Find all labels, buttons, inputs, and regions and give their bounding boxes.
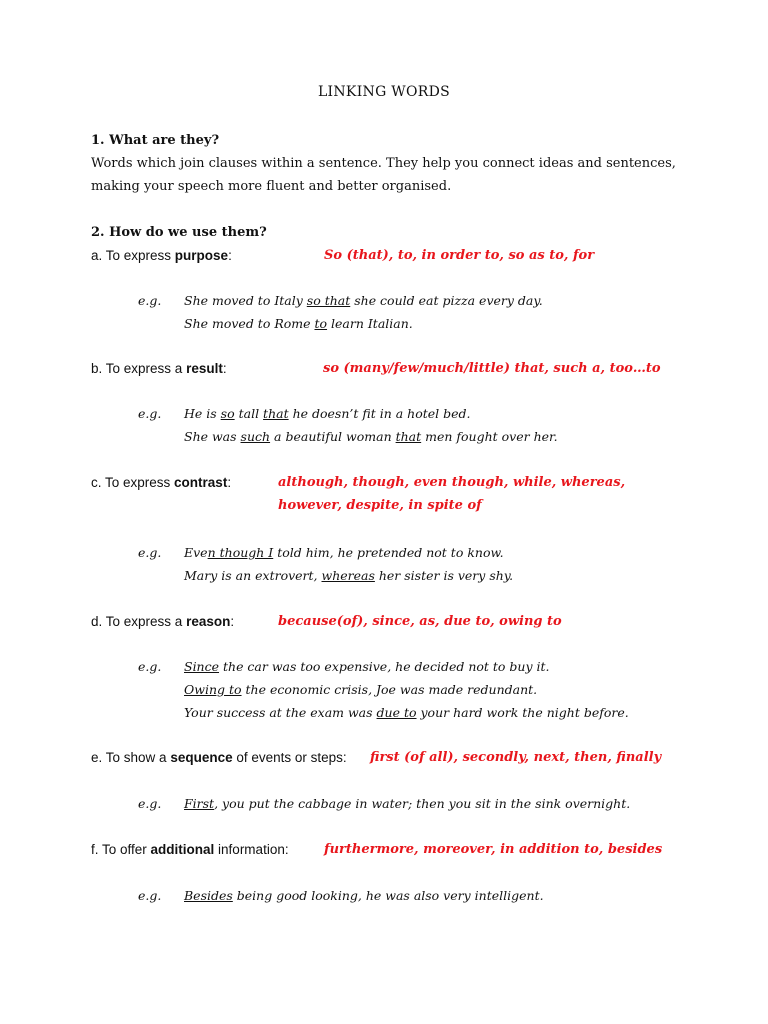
example-text: she could eat pizza every day. bbox=[350, 293, 543, 308]
label-suffix: : bbox=[230, 614, 235, 629]
label-suffix: : bbox=[228, 248, 232, 263]
example-text: , you put the cabbage in water; then you sit in the sink overnight. bbox=[214, 796, 631, 811]
eg-label: e.g. bbox=[138, 796, 162, 811]
example-text: He is bbox=[184, 406, 221, 421]
example-underlined: due to bbox=[376, 705, 417, 720]
label-suffix: of events or steps: bbox=[232, 750, 347, 765]
label-prefix: f. To offer bbox=[91, 842, 151, 857]
example-text: tall bbox=[234, 406, 264, 421]
example-sentence bbox=[184, 567, 513, 585]
contrast-label bbox=[91, 474, 231, 492]
result-linking-words: so (many/few/much/little) that, such a, too…to bbox=[323, 361, 661, 376]
label-prefix: b. To express a bbox=[91, 361, 187, 376]
example-sentence bbox=[184, 681, 537, 699]
example-text: Eve bbox=[184, 545, 208, 560]
eg-label: e.g. bbox=[138, 545, 162, 560]
example-text: he doesn’t fit in a hotel bed. bbox=[288, 406, 471, 421]
example-text: the car was too expensive, he decided not to buy it. bbox=[219, 659, 550, 674]
label-suffix: : bbox=[222, 361, 227, 376]
label-suffix: information: bbox=[214, 842, 289, 857]
example-text: your hard work the night before. bbox=[416, 705, 629, 720]
example-text: She moved to Italy bbox=[184, 293, 307, 308]
label-suffix: : bbox=[227, 475, 232, 490]
label-keyword: reason bbox=[186, 614, 231, 629]
sequence-linking-words: first (of all), secondly, next, then, finally bbox=[370, 750, 662, 765]
example-text: Mary is an extrovert, bbox=[184, 568, 322, 583]
result-label bbox=[91, 360, 227, 378]
example-text: her sister is very shy. bbox=[374, 568, 514, 583]
label-keyword: sequence bbox=[170, 750, 233, 765]
example-sentence bbox=[184, 315, 413, 333]
example-text: learn Italian. bbox=[327, 316, 413, 331]
example-underlined: n though I bbox=[207, 545, 274, 560]
example-underlined: Besides bbox=[184, 888, 233, 903]
label-prefix: d. To express a bbox=[91, 614, 187, 629]
eg-label: e.g. bbox=[138, 888, 162, 903]
example-underlined: such bbox=[240, 429, 271, 444]
example-text: men fought over her. bbox=[421, 429, 558, 444]
eg-label: e.g. bbox=[138, 406, 162, 421]
example-underlined: so that bbox=[306, 293, 351, 308]
example-text: She moved to Rome bbox=[184, 316, 315, 331]
reason-linking-words: because(of), since, as, due to, owing to bbox=[278, 614, 562, 629]
page-title: LINKING WORDS bbox=[317, 84, 451, 100]
example-underlined: whereas bbox=[321, 568, 375, 583]
eg-label: e.g. bbox=[138, 659, 162, 674]
section-1-text-line-1: Words which join clauses within a sentence. They help you connect ideas and sentences, bbox=[91, 156, 676, 171]
additional-linking-words: furthermore, moreover, in addition to, besides bbox=[324, 842, 663, 857]
example-text: She was bbox=[184, 429, 241, 444]
purpose-linking-words: So (that), to, in order to, so as to, for bbox=[324, 248, 595, 263]
example-sentence bbox=[184, 292, 543, 310]
example-sentence bbox=[184, 887, 544, 905]
sequence-label bbox=[91, 749, 347, 767]
additional-label bbox=[91, 841, 289, 859]
contrast-linking-words-line-1: although, though, even though, while, whereas, bbox=[278, 475, 626, 490]
label-keyword: additional bbox=[150, 842, 215, 857]
label-keyword: purpose bbox=[174, 248, 229, 263]
example-underlined: that bbox=[395, 429, 422, 444]
section-2-heading: 2. How do we use them? bbox=[91, 225, 267, 240]
label-prefix: a. To express bbox=[91, 248, 175, 263]
example-sentence bbox=[184, 428, 558, 446]
label-keyword: contrast bbox=[174, 475, 228, 490]
example-underlined: that bbox=[263, 406, 289, 421]
example-underlined: so bbox=[220, 406, 235, 421]
example-text: a beautiful woman bbox=[270, 429, 396, 444]
example-text: told him, he pretended not to know. bbox=[273, 545, 504, 560]
example-sentence bbox=[184, 795, 630, 813]
example-sentence bbox=[184, 658, 550, 676]
example-underlined: First bbox=[184, 796, 215, 811]
contrast-linking-words-line-2: however, despite, in spite of bbox=[278, 498, 482, 513]
section-1-text-line-2: making your speech more fluent and better organised. bbox=[91, 179, 452, 194]
example-text: the economic crisis, Joe was made redundant. bbox=[241, 682, 538, 697]
label-keyword: result bbox=[186, 361, 223, 376]
eg-label: e.g. bbox=[138, 293, 162, 308]
purpose-label bbox=[91, 247, 232, 265]
example-underlined: Owing to bbox=[184, 682, 242, 697]
example-sentence bbox=[184, 405, 471, 423]
example-sentence bbox=[184, 704, 629, 722]
example-sentence bbox=[184, 544, 504, 562]
example-text: Your success at the exam was bbox=[184, 705, 377, 720]
section-1-heading: 1. What are they? bbox=[91, 133, 220, 148]
label-prefix: c. To express bbox=[91, 475, 175, 490]
reason-label bbox=[91, 613, 234, 631]
example-underlined: to bbox=[314, 316, 328, 331]
example-text: being good looking, he was also very intelligent. bbox=[232, 888, 544, 903]
label-prefix: e. To show a bbox=[91, 750, 171, 765]
example-underlined: Since bbox=[184, 659, 220, 674]
